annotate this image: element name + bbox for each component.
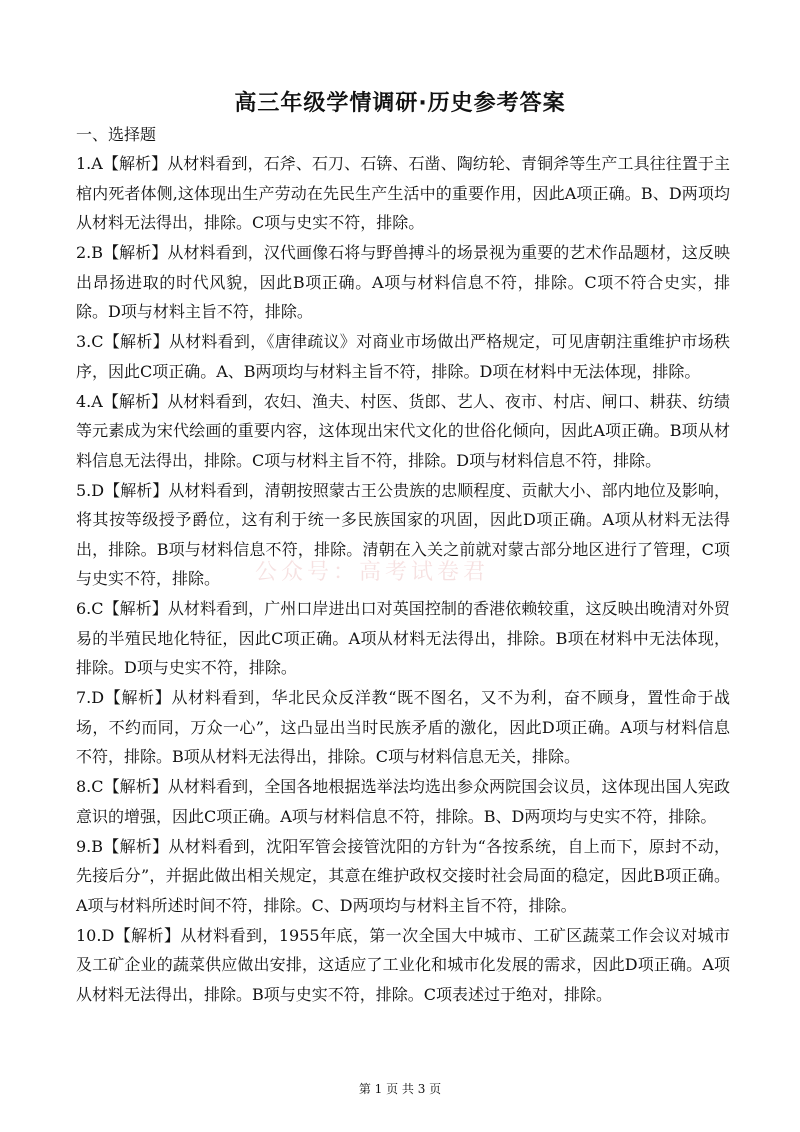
- answer-item: 10.D【解析】从材料看到，1955年底，第一次全国大中城市、工矿区蔬菜工作会议对城市及工矿企业的蔬菜供应做出安排，这适应了工业化和城市化发展的需求，因此D项正确。A项从材料无法得出，排除。B项与史实不符，排除。C项表述过于绝对，排除。: [76, 925, 730, 1004]
- answer-item: 1.A【解析】从材料看到，石斧、石刀、石锛、石凿、陶纺轮、青铜斧等生产工具往往置于主棺内死者体侧,这体现出生产劳动在先民生产生活中的重要作用，因此A项正确。B、D两项均从材料无法得出，排除。C项与史实不符，排除。: [76, 154, 730, 232]
- answer-item: 2.B【解析】从材料看到，汉代画像石将与野兽搏斗的场景视为重要的艺术作品题材，这反映出昂扬进取的时代风貌，因此B项正确。A项与材料信息不符，排除。C项不符合史实，排除。D项与材料主旨不符，排除。: [76, 243, 730, 321]
- answer-item: 5.D【解析】从材料看到，清朝按照蒙古王公贵族的忠顺程度、贡献大小、部内地位及影响，将其按等级授予爵位，这有利于统一多民族国家的巩固，因此D项正确。A项从材料无法得出，排除。B项与材料信息不符，排除。清朝在入关之前就对蒙古部分地区进行了管理，C项与史实不符，排除。: [76, 480, 730, 588]
- answer-item: 8.C【解析】从材料看到，全国各地根据选举法均选出参众两院国会议员，这体现出国人宪政意识的增强，因此C项正确。A项与材料信息不符，排除。B、D两项均与史实不符，排除。: [76, 777, 730, 826]
- answer-list: [76, 149, 730, 1010]
- watermark: 公众号：高考试卷君: [255, 560, 490, 585]
- answer-item: 6.C【解析】从材料看到，广州口岸进出口对英国控制的香港依赖较重，这反映出晚清对外贸易的半殖民地化特征，因此C项正确。A项从材料无法得出，排除。B项在材料中无法体现，排除。D项与史实不符，排除。: [76, 599, 730, 677]
- answer-item: 7.D【解析】从材料看到，华北民众反洋教“既不图名，又不为利，奋不顾身，置性命于战场，不约而同，万众一心”，这凸显出当时民族矛盾的激化，因此D项正确。A项与材料信息不符，排除。B项从材料无法得出，排除。C项与材料信息无关，排除。: [76, 688, 730, 766]
- answer-item: 3.C【解析】从材料看到，《唐律疏议》对商业市场做出严格规定，可见唐朝注重维护市场秩序，因此C项正确。A、B两项均与材料主旨不符，排除。D项在材料中无法体现，排除。: [76, 332, 730, 381]
- document-title: 高三年级学情调研·历史参考答案: [234, 91, 566, 116]
- page-footer: 第 1 页 共 3 页: [358, 1082, 442, 1096]
- answer-item: 9.B【解析】从材料看到，沈阳军管会接管沈阳的方针为“各按系统，自上而下，原封不动，先接后分”，并据此做出相关规定，其意在维护政权交接时社会局面的稳定，因此B项正确。A项与材料所述时间不符，排除。C、D两项均与材料主旨不符，排除。: [76, 836, 730, 915]
- section-heading: 一、选择题: [76, 125, 157, 144]
- answer-item: 4.A【解析】从材料看到，农妇、渔夫、村医、货郎、艺人、夜市、村店、闸口、耕获、纺绩等元素成为宋代绘画的重要内容，这体现出宋代文化的世俗化倾向，因此A项正确。B项从材料信息无法得出，排除。C项与材料主旨不符，排除。D项与材料信息不符，排除。: [76, 391, 730, 470]
